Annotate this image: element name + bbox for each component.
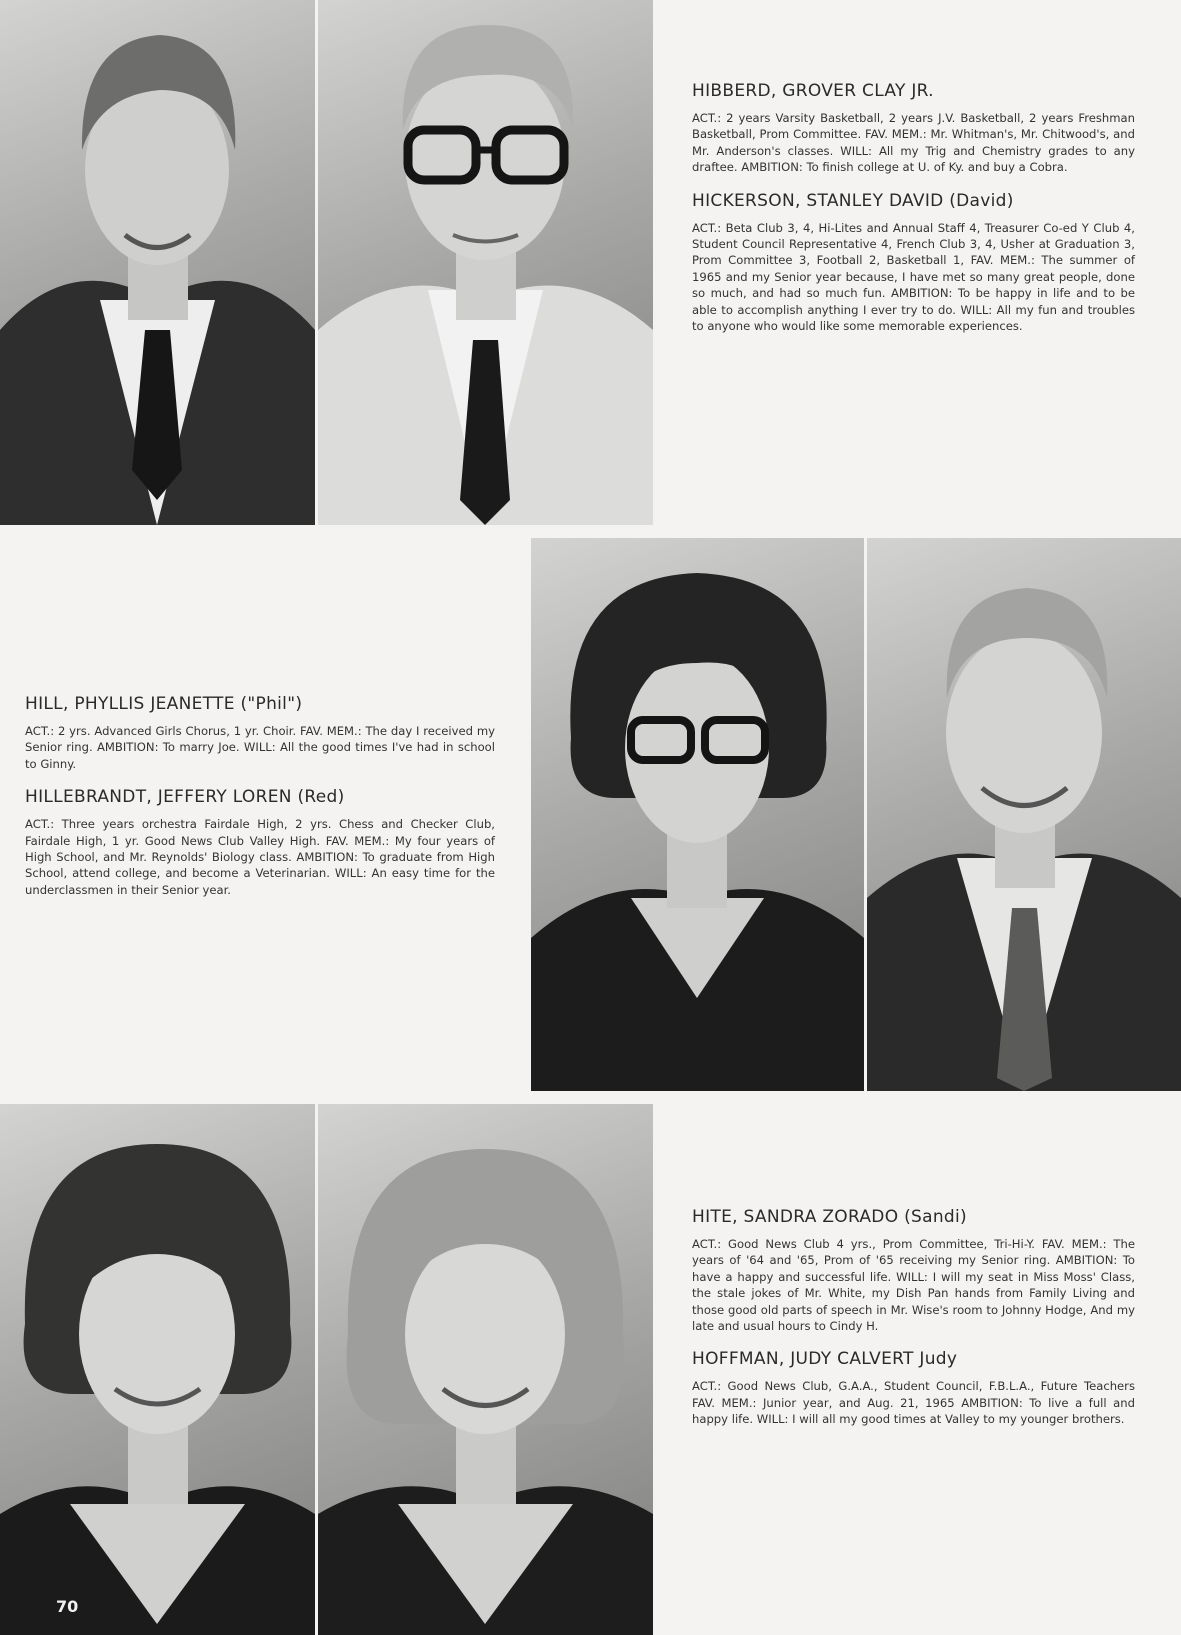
bio-block-middle xyxy=(25,693,495,912)
bio-block-bottom xyxy=(692,1206,1135,1442)
student-bio: ACT.: 2 yrs. Advanced Girls Chorus, 1 yr. Choir. FAV. MEM.: The day I received my Senior ring. AMBITION: To marry Joe. WILL: All the good times I've had in school to Ginny. xyxy=(25,724,495,771)
student-bio: ACT.: Beta Club 3, 4, Hi-Lites and Annual Staff 4, Treasurer Co-ed Y Club 4, Student Council Representative 4, French Club 3, 4, Usher at Graduation 3, Prom Committee 3, Football 2, Basketball 1, FAV. MEM.: The summer of 1965 and my Senior year because, I have met so many great people, done so much, and had so much fun. AMBITION: To be happy in life and to be able to accomplish anything I ever try to do. WILL: All my fun and troubles to anyone who would like some memorable experiences. xyxy=(692,220,1135,334)
student-name: HILL, PHYLLIS JEANETTE ("Phil") xyxy=(25,694,303,714)
portrait-photo-hill xyxy=(531,538,864,1091)
student-bio: ACT.: Good News Club, G.A.A., Student Council, F.B.L.A., Future Teachers FAV. MEM.: Junior year, and Aug. 21, 1965 AMBITION: To live a full and happy life. WILL: I will all my good times at Valley to my younger brothers. xyxy=(692,1379,1135,1427)
student-name: HICKERSON, STANLEY DAVID (David) xyxy=(692,190,1014,211)
portrait-photo-hillebrandt xyxy=(867,538,1181,1091)
student-name: HILLEBRANDT, JEFFERY LOREN (Red) xyxy=(25,787,345,808)
student-name: HOFFMAN, JUDY CALVERT Judy xyxy=(692,1349,958,1370)
portrait-photo-hoffman xyxy=(318,1104,653,1635)
bio-block-top xyxy=(692,80,1135,348)
student-bio: ACT.: Three years orchestra Fairdale High, 2 yrs. Chess and Checker Club, Fairdale High, 1 yr. Good News Club Valley High. FAV. MEM.: My four years of High School, and Mr. Reynolds' Biology class. AMBITION: To graduate from High School, attend college, and become a Veterinarian. WILL: An easy time for the underclassmen in their Senior year. xyxy=(25,817,495,897)
student-bio: ACT.: Good News Club 4 yrs., Prom Committee, Tri-Hi-Y. FAV. MEM.: The years of '64 and '65, Prom of '65 receiving my Senior ring. AMBITION: To have a happy and successful life. WILL: I will my seat in Miss Moss' Class, the stale jokes of Mr. White, my Dish Pan hands from Family Living and those good old parts of speech in Mr. Wise's room to Johnny Hodge, And my late and usual hours to Cindy H. xyxy=(692,1237,1135,1334)
portrait-photo-hibberd xyxy=(0,0,315,525)
portrait-photo-hickerson xyxy=(318,0,653,525)
student-name: HIBBERD, GROVER CLAY JR. xyxy=(692,81,934,101)
portrait-photo-hite xyxy=(0,1104,315,1635)
page-number: 70 xyxy=(56,1597,79,1616)
student-name: HITE, SANDRA ZORADO (Sandi) xyxy=(692,1207,967,1227)
student-bio: ACT.: 2 years Varsity Basketball, 2 years J.V. Basketball, 2 years Freshman Basketball, Prom Committee. FAV. MEM.: Mr. Whitman's, Mr. Chitwood's, and Mr. Anderson's classes. WILL: All my Trig and Chemistry grades to any draftee. AMBITION: To finish college at U. of Ky. and buy a Cobra. xyxy=(692,111,1135,175)
